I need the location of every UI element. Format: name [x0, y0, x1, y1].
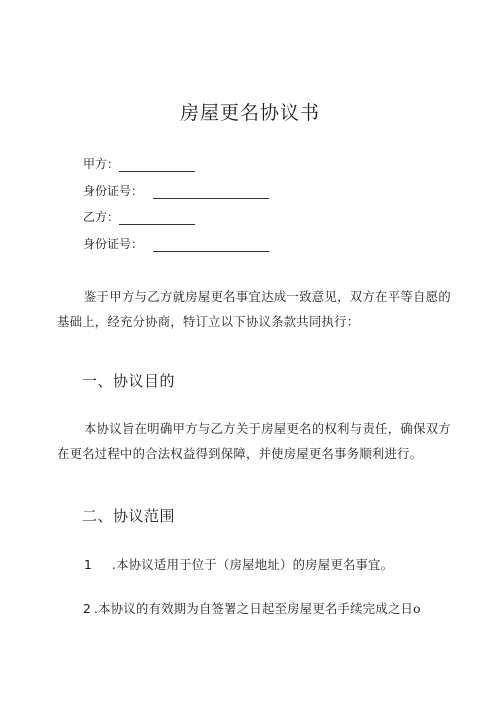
section-2-heading: 二、协议范围: [82, 507, 176, 525]
list-item: [83, 599, 421, 617]
party-a-label: 甲方：: [83, 157, 120, 171]
party-a-line: [83, 156, 195, 172]
party-b-line: [83, 209, 195, 225]
party-b-id-label: 身份证号：: [83, 237, 144, 251]
list-item-text: .本协议的有效期为自签署之日起至房屋更名手续完成之日o: [94, 602, 421, 616]
section-1-heading: 一、协议目的: [82, 372, 176, 390]
party-b-label: 乙方：: [83, 210, 120, 224]
party-a-id-line: [83, 183, 269, 199]
party-b-id-blank[interactable]: [153, 238, 269, 252]
party-a-id-blank[interactable]: [153, 185, 269, 199]
party-a-id-label: 身份证号：: [83, 184, 144, 198]
party-b-id-line: [83, 236, 269, 252]
party-a-blank[interactable]: [119, 158, 195, 172]
list-item: [84, 555, 393, 573]
list-item-text: .本协议适用于位于（房屋地址）的房屋更名事宜。: [112, 558, 394, 572]
list-item-number: 2: [83, 602, 92, 616]
document-title: 房屋更名协议书: [179, 102, 320, 124]
intro-paragraph: 鉴于甲方与乙方就房屋更名事宜达成一致意见，双方在平等自愿的基础上，经充分协商，特订立以下协议条款共同执行：: [57, 290, 451, 329]
list-item-number: 1: [84, 558, 93, 572]
section-1-body: 本协议旨在明确甲方与乙方关于房屋更名的权利与责任，确保双方在更名过程中的合法权益得到保障，并使房屋更名事务顺利进行。: [57, 422, 451, 461]
party-b-blank[interactable]: [119, 211, 195, 225]
